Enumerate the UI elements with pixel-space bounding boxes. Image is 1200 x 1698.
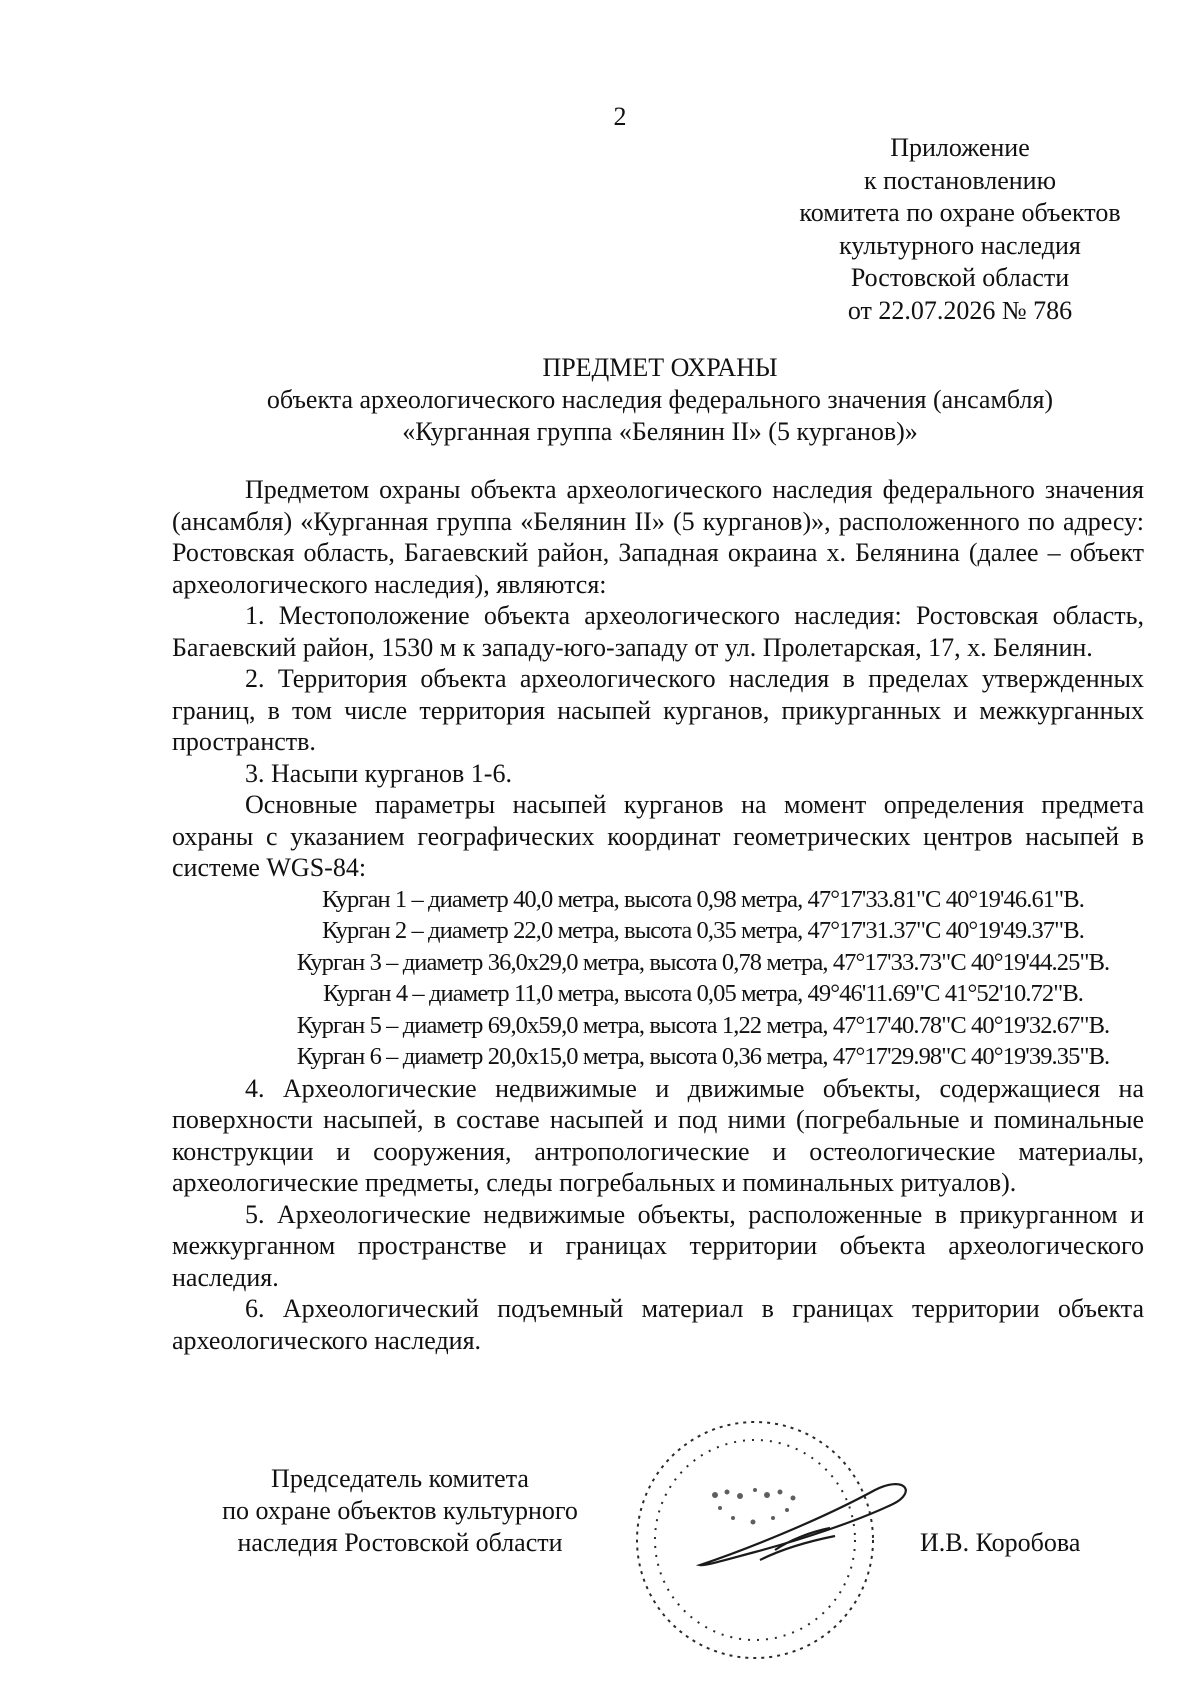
kurgan-list — [172, 884, 1144, 1073]
signatory-name: И.В. Коробова — [920, 1528, 1081, 1557]
official-stamp-and-signature — [605, 1400, 950, 1670]
signatory-position-line: наследия Ростовской области — [237, 1528, 563, 1557]
kurgan-entry: Курган 5 – диаметр 69,0х59,0 метра, высота 1,22 метра, 47°17'40.78"С 40°19'32.67"В. — [296, 1011, 1110, 1039]
appendix-line: от 22.07.2026 № 786 — [847, 295, 1073, 325]
params-intro-paragraph: Основные параметры насыпей курганов на момент определения предмета охраны с указанием географических координат геометрических центров насыпей в системе WGS-84: — [172, 790, 1144, 882]
stamp-emblem — [712, 1488, 796, 1525]
appendix-line: к постановлению — [863, 165, 1057, 195]
kurgan-entry: Курган 2 – диаметр 22,0 метра, высота 0,35 метра, 47°17'31.37"С 40°19'49.37"В. — [322, 917, 1084, 944]
appendix-line: Приложение — [890, 133, 1030, 162]
item-1-paragraph: 1. Местоположение объекта археологического наследия: Ростовская область, Багаевский район, 1530 м к западу-юго-западу от ул. Пролетарская, 17, х. Белянин. — [172, 601, 1144, 662]
signatory-position — [190, 1463, 610, 1559]
item-6-paragraph: 6. Археологический подъемный материал в границах территории объекта археологического наследия. — [172, 1294, 1144, 1355]
document-body — [172, 474, 1144, 1356]
handwritten-signature — [700, 1484, 906, 1565]
intro-paragraph: Предметом охраны объекта археологического наследия федерального значения (ансамбля) «Курганная группа «Белянин II» (5 курганов)», расположенного по адресу: Ростовская область, Багаевский район, Западная окраина х. Белянина (далее – объект археологического наследия), являются: — [172, 475, 1144, 599]
kurgan-entry: Курган 4 – диаметр 11,0 метра, высота 0,05 метра, 49°46'11.69"С 41°52'10.72"В. — [322, 980, 1084, 1007]
document-title: ПРЕДМЕТ ОХРАНЫ — [542, 353, 778, 382]
signatory-position-line: по охране объектов культурного — [222, 1496, 578, 1525]
document-subtitle: объекта археологического наследия федерального значения (ансамбля) — [266, 385, 1054, 414]
appendix-line: культурного наследия — [839, 230, 1081, 260]
document-subtitle-object: «Курганная группа «Белянин II» (5 курганов)» — [402, 417, 918, 446]
kurgan-entry: Курган 6 – диаметр 20,0х15,0 метра, высота 0,36 метра, 47°17'29.98"С 40°19'39.35"В. — [296, 1043, 1110, 1070]
item-2-paragraph: 2. Территория объекта археологического наследия в пределах утвержденных границ, в том числе территория насыпей курганов, прикурганных и межкурганных пространств. — [172, 664, 1144, 756]
signatory-position-line: Председатель комитета — [271, 1464, 529, 1493]
kurgan-entry: Курган 1 – диаметр 40,0 метра, высота 0,98 метра, 47°17'33.81"С 40°19'46.61"В. — [322, 885, 1084, 913]
appendix-line: комитета по охране объектов — [799, 198, 1121, 227]
kurgan-entry: Курган 3 – диаметр 36,0х29,0 метра, высота 0,78 метра, 47°17'33.73"С 40°19'44.25"В. — [296, 948, 1110, 976]
item-3-paragraph: 3. Насыпи курганов 1-6. — [245, 758, 512, 788]
item-4-paragraph: 4. Археологические недвижимые и движимые объекты, содержащиеся на поверхности насыпей, в составе насыпей и под ними (погребальные и поминальные конструкции и сооружения, антропологические и остеологические материалы, археологические предметы, следы погребальных и поминальных ритуалов). — [172, 1073, 1144, 1197]
page-number: 2 — [613, 102, 627, 131]
stamp-seal — [637, 1422, 873, 1658]
appendix-block — [740, 132, 1180, 327]
appendix-line: Ростовской области — [850, 263, 1070, 292]
item-5-paragraph: 5. Археологические недвижимые объекты, расположенные в прикурганном и межкурганном пространстве и границах территории объекта археологического наследия. — [172, 1199, 1144, 1292]
